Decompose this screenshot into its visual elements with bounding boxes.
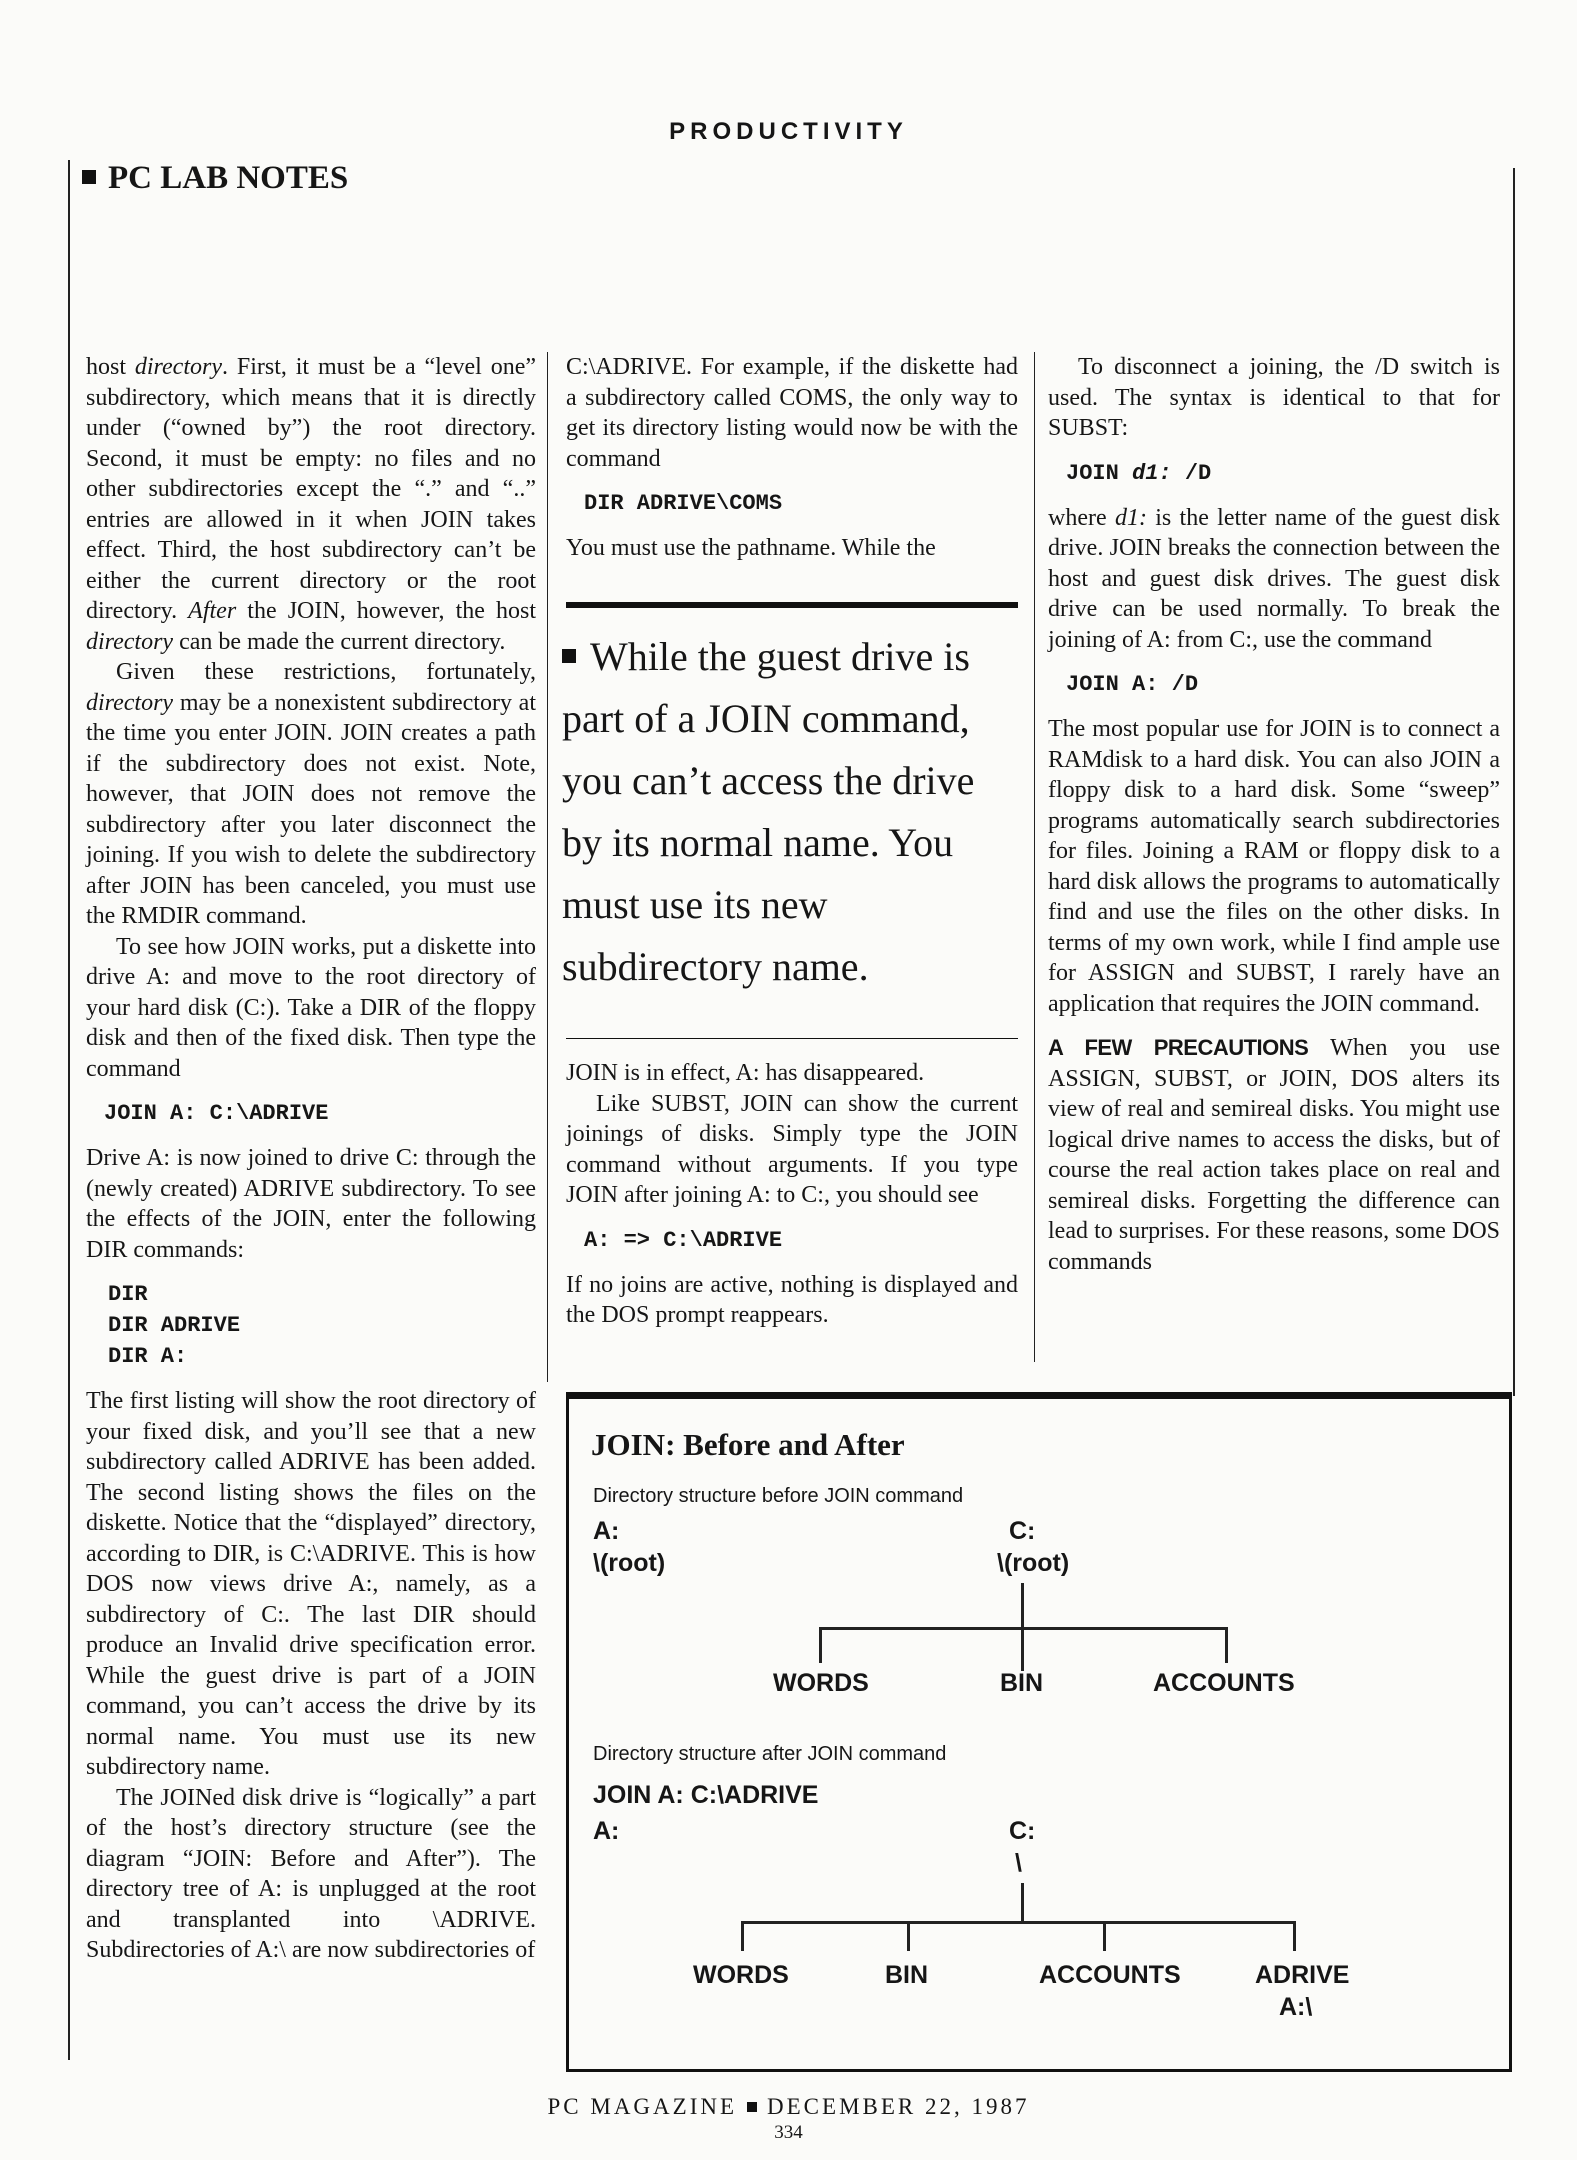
bullet-square-icon [82, 170, 96, 184]
col2-paragraph-4: Like SUBST, JOIN can show the current joinings of disks. Simply type the JOIN command without arguments. If you type JOIN after joining A: to C:, you should see [566, 1090, 1018, 1208]
code-join-output: A: => C:\ADRIVE [584, 1227, 783, 1253]
after-tree-drop-bin [907, 1921, 910, 1951]
after-node-bin: BIN [885, 1961, 929, 1989]
after-caption: Directory structure after JOIN command [593, 1743, 947, 1765]
column-3 [1048, 352, 1500, 1277]
before-tree-drop-words [819, 1627, 822, 1663]
column-2-continued [566, 1058, 1018, 1331]
left-margin-rule [68, 160, 70, 2060]
page-number: 334 [774, 2122, 803, 2143]
before-node-words: WORDS [773, 1669, 869, 1697]
column-title: PC LAB NOTES [82, 160, 348, 197]
before-drive-a-label: A: [593, 1517, 620, 1545]
after-node-adrive-root: A:\ [1279, 1993, 1313, 2021]
after-drive-a-label: A: [593, 1817, 620, 1845]
bullet-square-icon [562, 649, 576, 663]
col2-paragraph-3: JOIN is in effect, A: has disappeared. [566, 1060, 925, 1086]
footer: PC MAGAZINE DECEMBER 22, 1987 [547, 2094, 1030, 2119]
column-divider-1 [547, 352, 548, 1382]
column-1 [86, 352, 536, 1966]
after-drive-c-label: C: [1009, 1817, 1036, 1845]
col2-paragraph-2: You must use the pathname. While the [566, 535, 936, 561]
after-tree-trunk [1021, 1883, 1024, 1923]
code-join-a-c-adrive: JOIN A: C:\ADRIVE [104, 1101, 329, 1126]
pullquote: While the guest drive is part of a JOIN command, you can’t access the drive by its normal name. You must use its new subdirectory name. [562, 634, 975, 989]
col1-paragraph-5: The first listing will show the root directory of your fixed disk, and you’ll see that a new subdirectory called ADRIVE has been added. The second listing shows the files on the diskette. Notice that the “displayed” directory, according to DIR, is C:\ADRIVE. This is how DOS now views drive A:, namely, as a subdirectory of C:. The last DIR should produce an Invalid drive specification error. While the guest drive is part of a JOIN command, you can’t access the drive by its normal name. You must use its new subdirectory name. [86, 1388, 536, 1780]
col3-paragraph-2: where d1: is the letter name of the guest disk drive. JOIN breaks the connection between the host and guest disk drives. The guest disk drive can be used normally. To break the joining of A: from C:, use the command [1048, 504, 1500, 653]
before-tree-branch [819, 1627, 1227, 1630]
col3-paragraph-4: A FEW PRECAUTIONS When you use ASSIGN, SUBST, or JOIN, DOS alters its view of real and semireal disks. You might use logical drive names to access the disks, but of course the real action takes place on real and semireal disks. Forgetting the difference can lead to surprises. For these reasons, some DOS commands [1048, 1035, 1500, 1275]
after-tree-drop-accounts [1103, 1921, 1106, 1951]
right-margin-rule [1513, 168, 1515, 1396]
after-tree-drop-words [741, 1921, 744, 1951]
pullquote-bottom-rule [566, 1038, 1018, 1039]
col2-paragraph-5: If no joins are active, nothing is displayed and the DOS prompt reappears. [566, 1271, 1018, 1328]
col1-paragraph-2: Given these restrictions, fortunately, directory may be a nonexistent subdirectory at the time you enter JOIN. JOIN creates a path if the subdirectory does not exist. Note, however, that JOIN does not remove the subdirectory after you later disconnect the joining. If you wish to delete the subdirectory after JOIN has been canceled, you must use the RMDIR command. [86, 659, 536, 929]
before-drive-c-root: \(root) [997, 1549, 1070, 1577]
after-command: JOIN A: C:\ADRIVE [593, 1781, 819, 1809]
column-2 [566, 352, 1018, 564]
pullquote-top-rule [566, 602, 1018, 608]
before-drive-c-label: C: [1009, 1517, 1036, 1545]
code-join-a-d: JOIN A: /D [1066, 672, 1199, 697]
col1-paragraph-4: Drive A: is now joined to drive C: through the (newly created) ADRIVE subdirectory. To see the effects of the JOIN, enter the following DIR commands: [86, 1145, 536, 1263]
after-node-adrive: ADRIVE [1255, 1961, 1350, 1989]
before-caption: Directory structure before JOIN command [593, 1485, 964, 1507]
col3-paragraph-3: The most popular use for JOIN is to connect a RAMdisk to a hard disk. You can also JOIN a floppy disk to a hard disk. Some “sweep” programs automatically search subdirectories for files. Joining a RAM or floppy disk to a hard disk allows the programs to automatically find and use the files on the other disks. In terms of my own work, while I find ample use for ASSIGN and SUBST, I rarely have an application that requires the JOIN command. [1048, 716, 1500, 1017]
section-label: PRODUCTIVITY [669, 118, 908, 145]
join-diagram [566, 1392, 1512, 2072]
after-node-accounts: ACCOUNTS [1039, 1961, 1181, 1989]
code-dir-commands: DIR DIR ADRIVE DIR A: [108, 1282, 241, 1369]
col1-paragraph-1: host directory. First, it must be a “level one” subdirectory, which means that it is directly under (“owned by”) the root directory. Second, it must be empty: no files and no other subdirectories except the “.” and “..” entries are allowed in it when JOIN takes effect. Third, the host subdirectory can’t be either the current directory or the root directory. After the JOIN, however, the host directory can be made the current directory. [86, 354, 536, 655]
col1-paragraph-6: The JOINed disk drive is “logically” a part of the host’s directory structure (see the diagram “JOIN: Before and After”). The directory tree of A: is unplugged at the root and transplanted into \ADRIVE. Subdirectories of A:\ are now subdirectories of [86, 1784, 536, 1963]
after-tree-drop-adrive [1293, 1921, 1296, 1951]
before-node-bin: BIN [1000, 1669, 1044, 1697]
col1-paragraph-3: To see how JOIN works, put a diskette into drive A: and move to the root directory of your hard disk (C:). Take a DIR of the floppy disk and then of the fixed disk. Then type the command [86, 933, 536, 1082]
after-drive-c-root: \ [1015, 1849, 1022, 1877]
before-node-accounts: ACCOUNTS [1153, 1669, 1295, 1697]
code-join-d1-d: JOIN d1: /D [1066, 460, 1212, 486]
column-divider-2 [1034, 352, 1035, 1362]
after-node-words: WORDS [693, 1961, 789, 1989]
col2-paragraph-1: C:\ADRIVE. For example, if the diskette had a subdirectory called COMS, the only way to get its directory listing would now be with the command [566, 354, 1018, 472]
after-tree-branch [741, 1921, 1295, 1924]
before-drive-a-root: \(root) [593, 1549, 666, 1577]
figure-title: JOIN: Before and After [591, 1427, 905, 1462]
bullet-square-icon [747, 2102, 757, 2112]
before-tree-drop-accounts [1225, 1627, 1228, 1663]
code-dir-adrive-coms: DIR ADRIVE\COMS [584, 491, 783, 516]
col3-paragraph-1: To disconnect a joining, the /D switch is used. The syntax is identical to that for SUBST: [1048, 354, 1500, 441]
